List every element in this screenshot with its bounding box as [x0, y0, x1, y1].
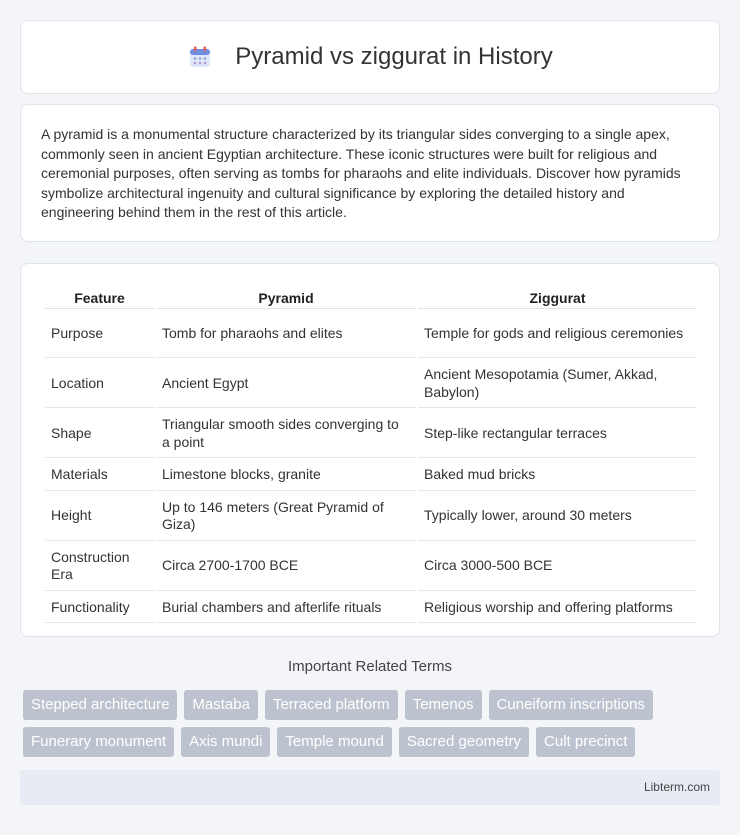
related-terms-list — [23, 690, 723, 764]
tag-cult-precinct[interactable]: Cult precinct — [536, 727, 635, 757]
header-ziggurat: Ziggurat — [418, 286, 697, 309]
header-feature: Feature — [45, 286, 154, 309]
cell-ziggurat: Step-like rectangular terraces — [418, 410, 697, 458]
tag-temenos[interactable]: Temenos — [405, 690, 482, 720]
cell-feature: Location — [45, 360, 154, 408]
table-row — [45, 360, 697, 408]
cell-ziggurat: Circa 3000-500 BCE — [418, 543, 697, 591]
related-terms-title: Important Related Terms — [288, 658, 452, 675]
tag-axis-mundi[interactable]: Axis mundi — [181, 727, 270, 757]
cell-ziggurat: Religious worship and offering platforms — [418, 593, 697, 624]
intro-card — [20, 104, 720, 242]
page-title: Pyramid vs ziggurat in History — [235, 43, 553, 70]
comparison-table — [43, 284, 699, 625]
tag-mastaba[interactable]: Mastaba — [184, 690, 258, 720]
table-row — [45, 311, 697, 358]
table-row — [45, 543, 697, 591]
cell-pyramid: Triangular smooth sides converging to a point — [156, 410, 416, 458]
cell-feature: Height — [45, 493, 154, 541]
table-row — [45, 593, 697, 624]
cell-pyramid: Ancient Egypt — [156, 360, 416, 408]
table-header-row — [45, 286, 697, 309]
cell-feature: Shape — [45, 410, 154, 458]
footer — [20, 770, 720, 805]
cell-ziggurat: Baked mud bricks — [418, 460, 697, 491]
cell-feature: Construction Era — [45, 543, 154, 591]
tag-cuneiform-inscriptions[interactable]: Cuneiform inscriptions — [489, 690, 653, 720]
tag-stepped-architecture[interactable]: Stepped architecture — [23, 690, 177, 720]
cell-pyramid: Tomb for pharaohs and elites — [156, 311, 416, 358]
tag-terraced-platform[interactable]: Terraced platform — [265, 690, 398, 720]
header-pyramid: Pyramid — [156, 286, 416, 309]
calendar-icon — [187, 44, 213, 70]
cell-feature: Materials — [45, 460, 154, 491]
tag-sacred-geometry[interactable]: Sacred geometry — [399, 727, 529, 757]
cell-pyramid: Limestone blocks, granite — [156, 460, 416, 491]
cell-ziggurat: Typically lower, around 30 meters — [418, 493, 697, 541]
table-row — [45, 460, 697, 491]
tag-temple-mound[interactable]: Temple mound — [277, 727, 391, 757]
footer-site-link[interactable]: Libterm.com — [643, 780, 710, 794]
header-card — [20, 20, 720, 94]
cell-feature: Purpose — [45, 311, 154, 358]
cell-pyramid: Up to 146 meters (Great Pyramid of Giza) — [156, 493, 416, 541]
intro-text: A pyramid is a monumental structure characterized by its triangular sides converging to a single apex, commonly seen in ancient Egyptian architecture. These iconic structures were built for religious and ceremonial purposes, often serving as tombs for pharaohs and elite individuals. Discover how pyramids symbolize architectural ingenuity and cultural significance by exploring the detailed history and engineering behind them in the rest of this article. — [41, 126, 681, 221]
tag-funerary-monument[interactable]: Funerary monument — [23, 727, 174, 757]
cell-feature: Functionality — [45, 593, 154, 624]
cell-pyramid: Burial chambers and afterlife rituals — [156, 593, 416, 624]
table-row — [45, 493, 697, 541]
cell-pyramid: Circa 2700-1700 BCE — [156, 543, 416, 591]
cell-ziggurat: Ancient Mesopotamia (Sumer, Akkad, Babylon) — [418, 360, 697, 408]
table-row — [45, 410, 697, 458]
cell-ziggurat: Temple for gods and religious ceremonies — [418, 311, 697, 358]
comparison-card — [20, 263, 720, 637]
